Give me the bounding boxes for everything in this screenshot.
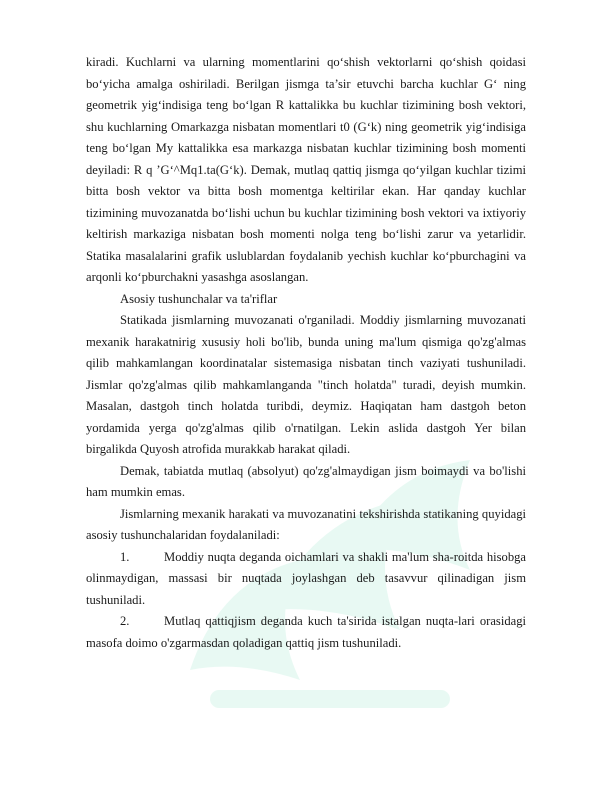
list-item-text: Moddiy nuqta deganda oichamlari va shakli ma'lum sha-roitda hisobga olinmaydigan, massasi bir nuqtada joylashgan deb tasavvur qilinadigan jism tushuniladi. (86, 549, 526, 607)
list-item-text: Mutlaq qattiqjism deganda kuch ta'sirida istalgan nuqta-lari orasidagi masofa doimo o'zgarmasdan qoladigan qattiq jism tushuniladi. (86, 614, 526, 650)
paragraph-statics-intro: Statikada jismlarning muvozanati o'rganiladi. Moddiy jismlarning muvozanati mexanik harakatnirig xususiy holi bo'lib, bunda uning ma'lum qismiga qo'zg'almas qilib mahkamlangan koordinatalar sistemasiga nisbatan tinch vaziyati tushuniladi. Jismlar qo'zg'almas qilib mahkamlanganda "tinch holatda" turadi, deyish mumkin. Masalan, dastgoh tinch holatda turibdi, deymiz. Haqiqatan ham dastgoh beton yordamida yerga qo'zg'almas qilib o'rnatilgan. Lekin aslida dastgoh Yer bilan birgalikda Quyosh atrofida murakkab harakat qiladi. (86, 313, 526, 456)
document-body (86, 52, 526, 654)
list-item (86, 547, 526, 612)
paragraph-absolute-body: Demak, tabiatda mutlaq (absolyut) qo'zg'almaydigan jism boimaydi va bo'lishi ham mumkin emas. (86, 463, 526, 499)
list-item (86, 611, 526, 654)
list-item-number: 1. (120, 549, 130, 564)
section-heading: Asosiy tushunchalar va ta'riflar (120, 291, 278, 306)
paragraph-continuation: kiradi. Kuchlarni va ularning momentlarini qo‘shish vektorlarni qo‘shish qoidasi bo‘yicha amalga oshiriladi. Berilgan jismga ta’sir etuvchi barcha kuchlar G‘ ning geometrik yig‘indisiga teng bo‘lgan R kattalikka bu kuchlar tizimining bosh vektori, shu kuchlarning Omarkazga nisbatan momentlari t0 (G‘k) ning geometrik yig‘indisiga teng bo‘lgan My kattalikka esa markazga nisbatan kuchlar tizimining bosh momenti deyiladi: R q ’G‘^Mq1.ta(G‘k). Demak, mutlaq qattiq jismga qo‘yilgan kuchlar tizimi bitta bosh vektor va bitta bosh momentga keltirilar ekan. Har qanday kuchlar tizimining muvozanatda bo‘lishi uchun bu kuchlar tizimining bosh vektori va ixtiyoriy keltirish markaziga nisbatan bosh momenti nolga teng bo‘lishi zarur va yetarlidir. Statika masalalarini grafik uslublardan foydalanib yechish kuchlar ko‘pburchagini va arqonli ko‘pburchakni yasashga asoslangan. (86, 55, 526, 284)
paragraph-basic-concepts: Jismlarning mexanik harakati va muvozanatini tekshirishda statikaning quyidagi asosiy tushunchalaridan foydalaniladi: (86, 506, 526, 542)
list-item-number: 2. (120, 614, 130, 628)
